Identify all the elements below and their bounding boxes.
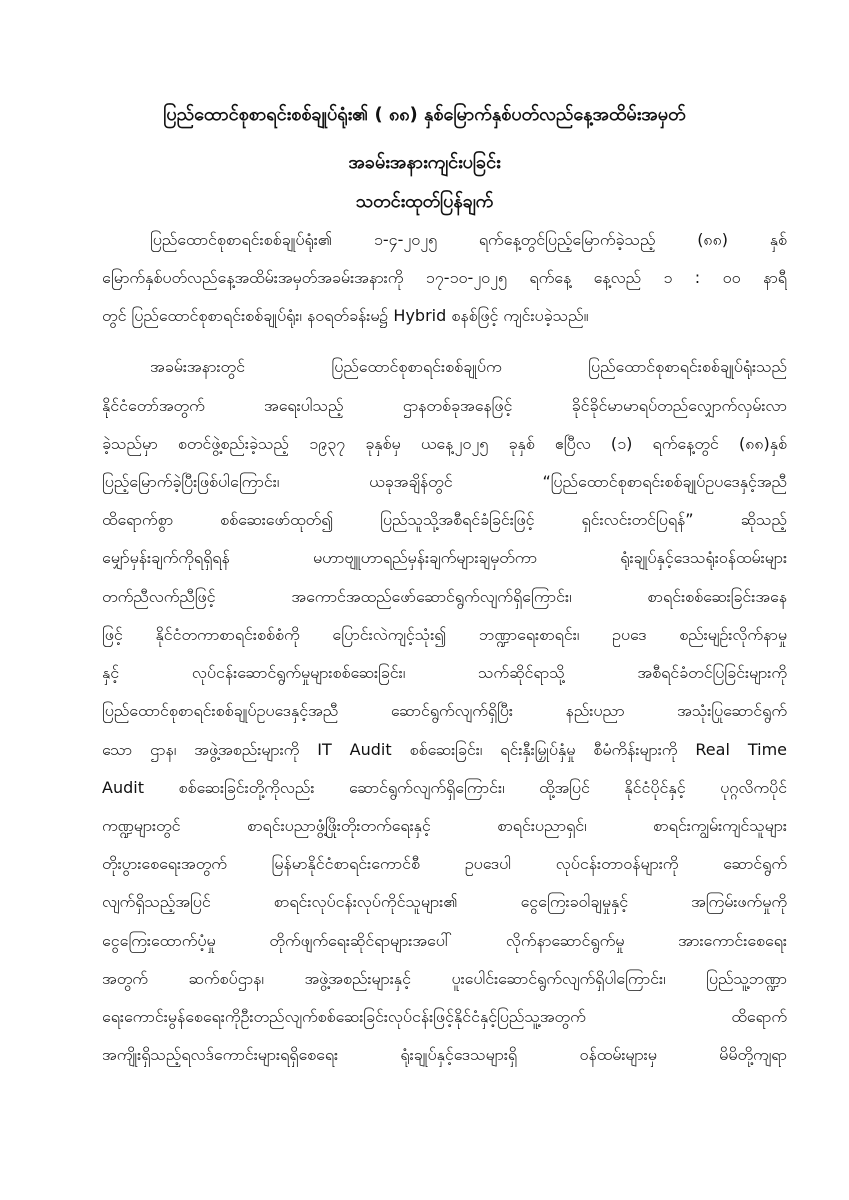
paragraph-line: ထိရောက်စွာ စစ်ဆေးဖော်ထုတ်၍ ပြည်သူသို့အစီရင်ခံခြင်းဖြင့် ရှင်းလင်းတင်ပြရန်” ဆိုသည့် bbox=[102, 510, 787, 529]
paragraph-line: သော ဌာန၊ အဖွဲ့အစည်းများကို IT Audit စစ်ဆေးခြင်း၊ ရင်းနှီးမြှုပ်နှံမှု စီမံကိန်းများကို Real Time bbox=[102, 740, 787, 759]
paragraph-line: လျက်ရှိသည့်အပြင် စာရင်းလုပ်ငန်းလုပ်ကိုင်သူများ၏ ငွေကြေးခဝါချမှုနှင့် အကြမ်းဖက်မှုကို bbox=[102, 892, 787, 911]
paragraph-line: အတွက် ဆက်စပ်ဌာန၊ အဖွဲ့အစည်းများနှင့် ပူးပေါင်းဆောင်ရွက်လျက်ရှိပါကြောင်း၊ ပြည်သူ့ဘဏ္ဍာ bbox=[102, 969, 787, 988]
press-release-heading: သတင်းထုတ်ပြန်ချက် bbox=[355, 191, 494, 212]
paragraph-line: ဖြင့် နိုင်ငံတကာစာရင်းစစ်စံကို ပြောင်းလဲကျင့်သုံး၍ ဘဏ္ဍာရေးစာရင်း၊ ဥပဒေ စည်းမျဉ်းလိုက်နာမှု bbox=[102, 625, 787, 644]
paragraph-line: တွင် ပြည်ထောင်စုစာရင်းစစ်ချုပ်ရုံး၊ နဝရတ်ခန်းမ၌ Hybrid စနစ်ဖြင့် ကျင်းပခဲ့သည်။ bbox=[102, 306, 589, 325]
paragraph-line: ကဏ္ဍများတွင် စာရင်းပညာဖွံ့ဖြိုးတိုးတက်ရေးနှင့် စာရင်းပညာရှင်၊ စာရင်းကျွမ်းကျင်သူများ bbox=[102, 816, 787, 835]
document-subtitle: အခမ်းအနားကျင်းပခြင်း bbox=[348, 152, 501, 173]
paragraph-line: ငွေကြေးထောက်ပံ့မှု တိုက်ဖျက်ရေးဆိုင်ရာများအပေါ် လိုက်နာဆောင်ရွက်မှု အားကောင်းစေရေး bbox=[102, 931, 787, 950]
paragraph-line: ခဲ့သည်မှာ စတင်ဖွဲ့စည်းခဲ့သည့် ၁၉၃၇ ခုနှစ်မှ ယနေ့၂၀၂၅ ခုနှစ် ဧပြီလ (၁) ရက်နေ့တွင် (၈၈)နှစ် bbox=[102, 434, 787, 453]
paragraph-line: ပြည်ထောင်စုစာရင်းစစ်ချုပ်ဥပဒေနှင့်အညီ ဆောင်ရွက်လျက်ရှိပြီး နည်းပညာ အသုံးပြုဆောင်ရွက် bbox=[102, 701, 787, 720]
paragraph-line: တိုးပွားစေရေးအတွက် မြန်မာနိုင်ငံစာရင်းကောင်စီ ဥပဒေပါ လုပ်ငန်းတာဝန်များကို ဆောင်ရွက် bbox=[102, 854, 787, 873]
paragraph-line: နှင့် လုပ်ငန်းဆောင်ရွက်မှုများစစ်ဆေးခြင်း၊ သက်ဆိုင်ရာသို့ အစီရင်ခံတင်ပြခြင်းများကို bbox=[102, 663, 787, 682]
paragraph-line: မျှော်မှန်းချက်ကိုရရှိရန် မဟာဗျူဟာရည်မှန်းချက်များချမှတ်ကာ ရုံးချုပ်နှင့်ဒေသရုံးဝန်ထမ်းများ bbox=[102, 548, 787, 567]
paragraph-line: Audit စစ်ဆေးခြင်းတို့ကိုလည်း ဆောင်ရွက်လျက်ရှိကြောင်း၊ ထို့အပြင် နိုင်ငံပိုင်နှင့် ပုဂ္ဂလိကပိုင် bbox=[102, 778, 787, 797]
paragraph-line: အကျိုးရှိသည့်ရလဒ်ကောင်းများရရှိစေရေး ရုံးချုပ်နှင့်ဒေသများရှိ ဝန်ထမ်းများမှ မိမိတို့ကျရာ bbox=[102, 1045, 787, 1064]
paragraph-line: ပြည့်မြောက်ခဲ့ပြီးဖြစ်ပါကြောင်း၊ ယခုအချိန်တွင် “ပြည်ထောင်စုစာရင်းစစ်ချုပ်ဥပဒေနှင့်အညီ bbox=[102, 472, 787, 491]
paragraph-line: အခမ်းအနားတွင် ပြည်ထောင်စုစာရင်းစစ်ချုပ်က ပြည်ထောင်စုစာရင်းစစ်ချုပ်ရုံးသည် bbox=[150, 357, 787, 376]
paragraph-line: ရေးကောင်းမွန်စေရေးကိုဦးတည်လျက်စစ်ဆေးခြင်းလုပ်ငန်းဖြင့်နိုင်ငံနှင့်ပြည်သူ့အတွက် ထိရောက် bbox=[102, 1007, 787, 1026]
paragraph-line: နိုင်ငံတော်အတွက် အရေးပါသည့် ဌာနတစ်ခုအနေဖြင့် ခိုင်ခိုင်မာမာရပ်တည်လျှောက်လှမ်းလာ bbox=[102, 396, 787, 415]
paragraph-line: မြောက်နှစ်ပတ်လည်နေ့အထိမ်းအမှတ်အခမ်းအနားကို ၁၇-၁၀-၂၀၂၅ ရက်နေ့ နေ့လည် ၁ : ၀၀ နာရီ bbox=[102, 268, 787, 287]
paragraph-line: ပြည်ထောင်စုစာရင်းစစ်ချုပ်ရုံး၏ ၁-၄-၂၀၂၅ ရက်နေ့တွင်ပြည့်မြောက်ခဲ့သည့် (၈၈) နှစ် bbox=[150, 230, 787, 249]
paragraph-line: တက်ညီလက်ညီဖြင့် အကောင်အထည်ဖော်ဆောင်ရွက်လျက်ရှိကြောင်း၊ စာရင်းစစ်ဆေးခြင်းအနေ bbox=[102, 587, 787, 606]
document-title: ပြည်ထောင်စုစာရင်းစစ်ချုပ်ရုံး၏ ( ၈၈) နှစ်မြောက်နှစ်ပတ်လည်နေ့အထိမ်းအမှတ် bbox=[163, 104, 686, 125]
